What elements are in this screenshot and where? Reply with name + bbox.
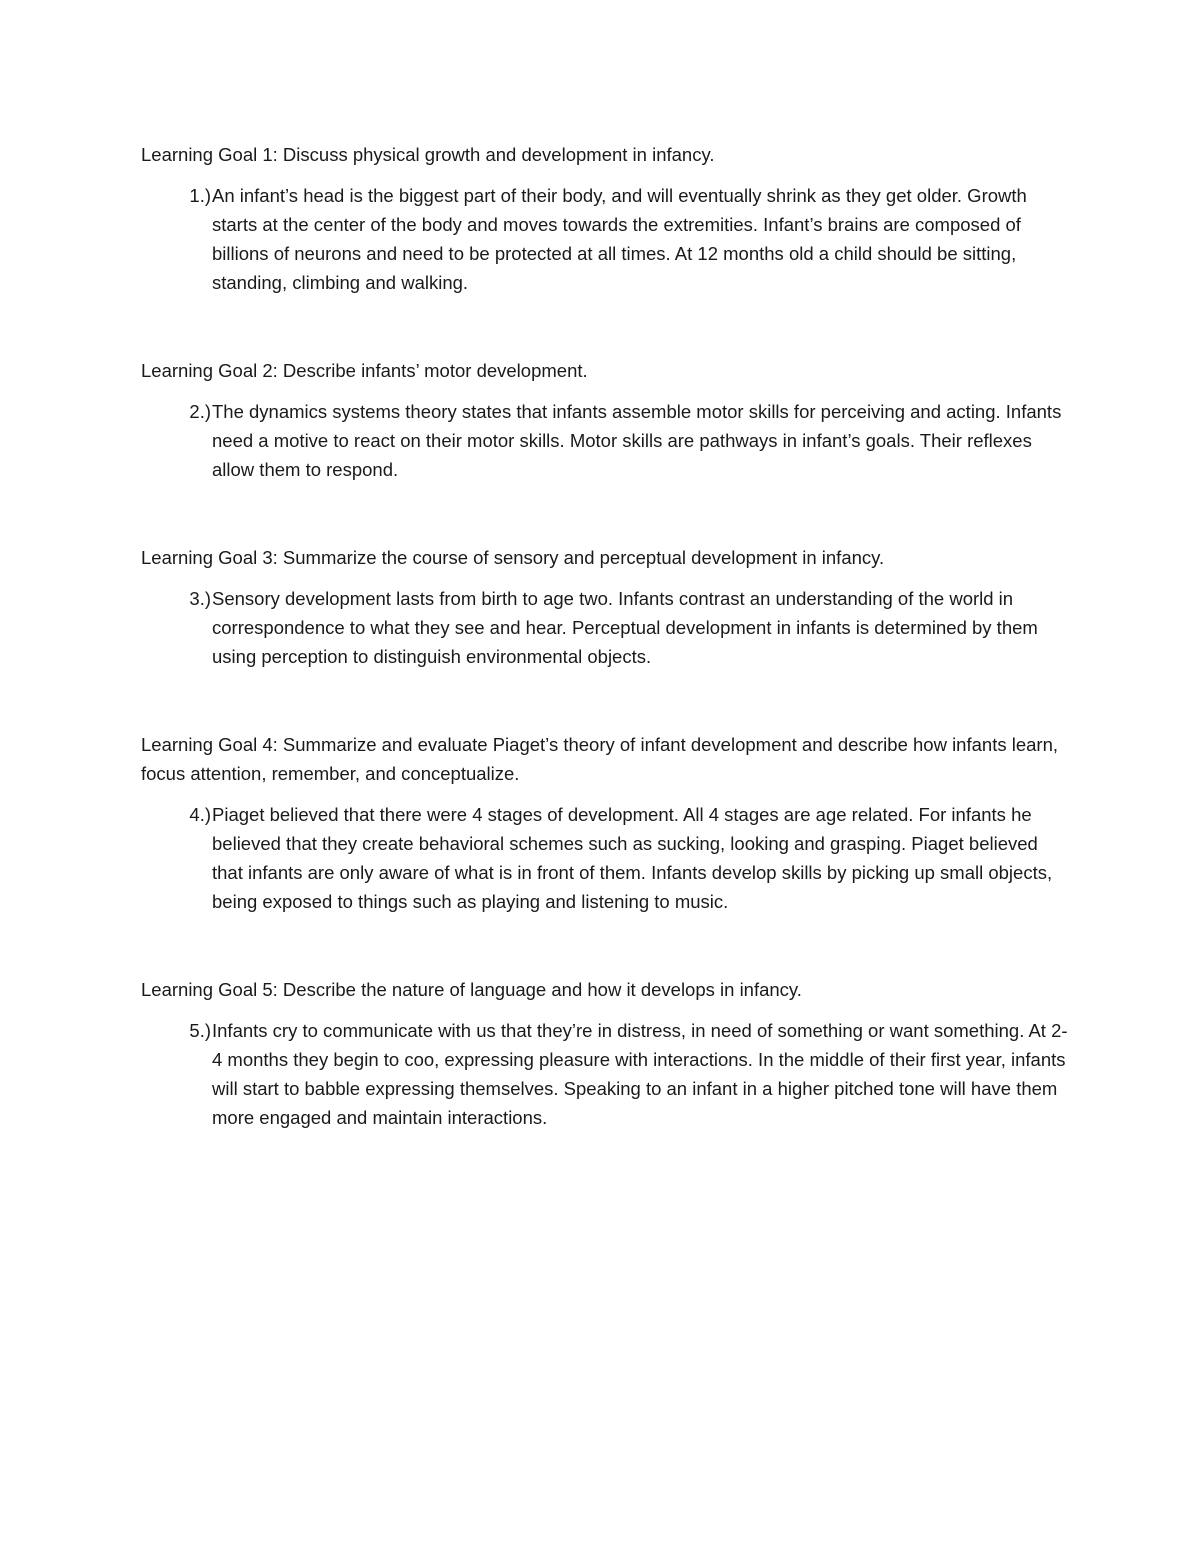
list-item-text: Sensory development lasts from birth to age two. Infants contrast an understanding of the world in correspondence to what they see and hear. Perceptual development in infants is determined by them using perception to distinguish environmental objects. [212,588,1038,667]
list-item [141,397,1071,484]
list-item-text: Piaget believed that there were 4 stages of development. All 4 stages are age related. For infants he believed that they create behavioral schemes such as sucking, looking and grasping. Piaget believed that infants are only aware of what is in front of them. Infants develop skills by picking up small objects, being exposed to things such as playing and listening to music. [212,804,1053,912]
document-body [141,140,1071,1132]
learning-goal-heading: Learning Goal 5: Describe the nature of language and how it develops in infancy. [141,979,802,1000]
list-item [141,181,1071,297]
list-item-text: An infant’s head is the biggest part of their body, and will eventually shrink as they get older. Growth starts at the center of the body and moves towards the extremities. Infant’s brains are composed of billions of neurons and need to be protected at all times. At 12 months old a child should be sitting, standing, climbing and walking. [212,185,1027,293]
learning-goal-heading: Learning Goal 2: Describe infants’ motor development. [141,360,588,381]
list-item [141,584,1071,671]
list-item-number: 1.) [189,185,211,206]
list-item-number: 5.) [189,1020,211,1041]
learning-goal-heading: Learning Goal 4: Summarize and evaluate Piaget’s theory of infant development and describe how infants learn, focus attention, remember, and conceptualize. [141,734,1058,784]
learning-goal-heading: Learning Goal 1: Discuss physical growth and development in infancy. [141,144,715,165]
learning-goal-section-2 [141,356,1071,484]
list-item-number: 4.) [189,804,211,825]
learning-goal-section-5 [141,975,1071,1132]
list-item-text: The dynamics systems theory states that infants assemble motor skills for perceiving and acting. Infants need a motive to react on their motor skills. Motor skills are pathways in infant’s goals. Their reflexes allow them to respond. [212,401,1062,480]
learning-goal-section-1 [141,140,1071,297]
list-item [141,800,1071,916]
list-item-number: 3.) [189,588,211,609]
learning-goal-heading: Learning Goal 3: Summarize the course of sensory and perceptual development in infancy. [141,547,885,568]
list-item [141,1016,1071,1132]
list-item-text: Infants cry to communicate with us that they’re in distress, in need of something or want something. At 2-4 months they begin to coo, expressing pleasure with interactions. In the middle of their first year, infants will start to babble expressing themselves. Speaking to an infant in a higher pitched tone will have them more engaged and maintain interactions. [212,1020,1068,1128]
learning-goal-section-4 [141,730,1071,916]
list-item-number: 2.) [189,401,211,422]
learning-goal-section-3 [141,543,1071,671]
